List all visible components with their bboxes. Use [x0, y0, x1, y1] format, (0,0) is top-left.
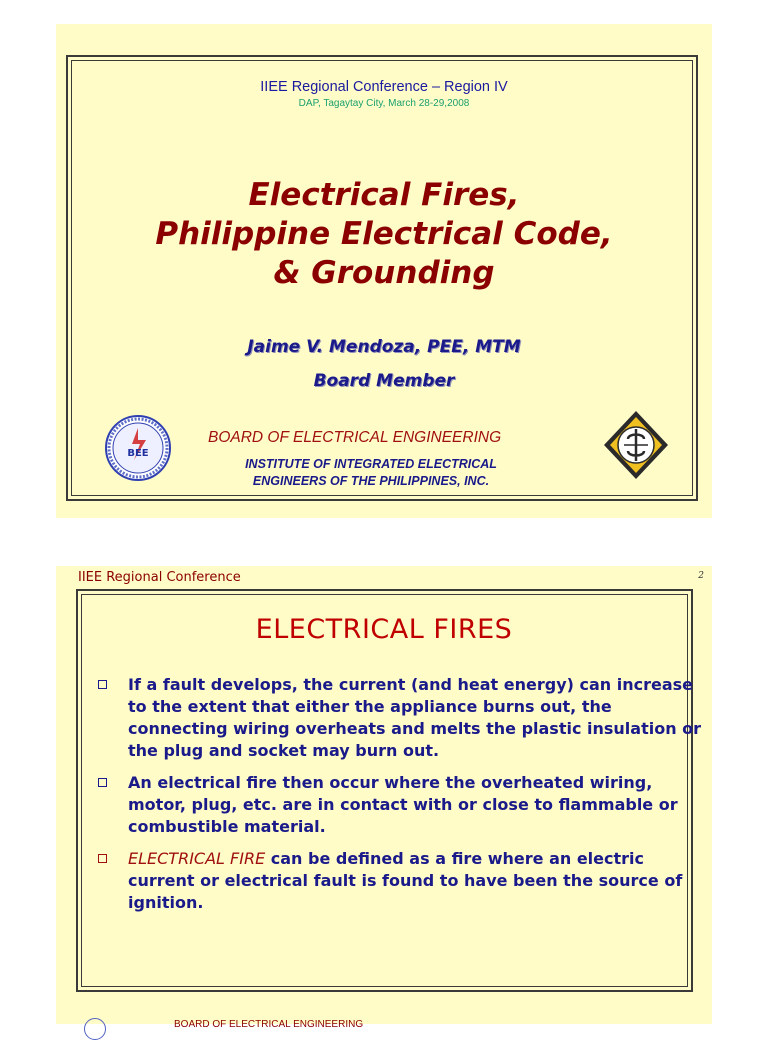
slide-2 — [56, 566, 712, 1030]
checkbox-bullet-icon — [98, 680, 107, 689]
board-name: BOARD OF ELECTRICAL ENGINEERING — [208, 429, 502, 446]
conference-title: IIEE Regional Conference – Region IV — [260, 79, 508, 95]
bullet-item — [96, 772, 706, 838]
presentation-title — [56, 176, 712, 293]
checkbox-bullet-icon — [98, 778, 107, 787]
bullet-item — [96, 674, 706, 762]
institute-line: ENGINEERS OF THE PHILIPPINES, INC. — [252, 474, 490, 488]
title-line: & Grounding — [273, 255, 495, 291]
footer-logo-icon — [84, 1018, 106, 1040]
iiee-logo-icon — [602, 409, 670, 481]
author-role: Board Member — [313, 371, 455, 391]
slide-header: IIEE Regional Conference — [78, 570, 241, 585]
bullet-emphasis: ELECTRICAL FIRE — [128, 849, 266, 868]
bullet-text: If a fault develops, the current (and heat energy) can increase to the extent that either the appliance burns out, the connecting wiring overheats and melts the plastic insulation or the plug and socket may burn out. — [128, 675, 702, 760]
conference-subtitle: DAP, Tagaytay City, March 28-29,2008 — [298, 98, 470, 109]
institute-name — [236, 456, 506, 490]
bullet-list — [96, 674, 706, 924]
title-line: Electrical Fires, — [248, 177, 520, 213]
page-number: 2 — [698, 571, 704, 581]
author-name: Jaime V. Mendoza, PEE, MTM — [247, 337, 521, 357]
bee-seal-icon — [104, 414, 172, 482]
slide-1 — [56, 24, 712, 518]
title-line: Philippine Electrical Code, — [155, 216, 613, 252]
bullet-text: An electrical fire then occur where the overheated wiring, motor, plug, etc. are in contact with or close to flammable or combustible material. — [128, 773, 678, 836]
bullet-text: can be defined as a fire where an electric current or electrical fault is found to have been the source of ignition. — [128, 849, 683, 912]
checkbox-bullet-icon — [98, 854, 107, 863]
slide-footer: BOARD OF ELECTRICAL ENGINEERING — [174, 1019, 364, 1030]
bullet-item — [96, 848, 706, 914]
bee-seal-text: BEE — [127, 448, 149, 459]
institute-line: INSTITUTE OF INTEGRATED ELECTRICAL — [245, 457, 497, 471]
slide-title: ELECTRICAL FIRES — [255, 614, 513, 645]
